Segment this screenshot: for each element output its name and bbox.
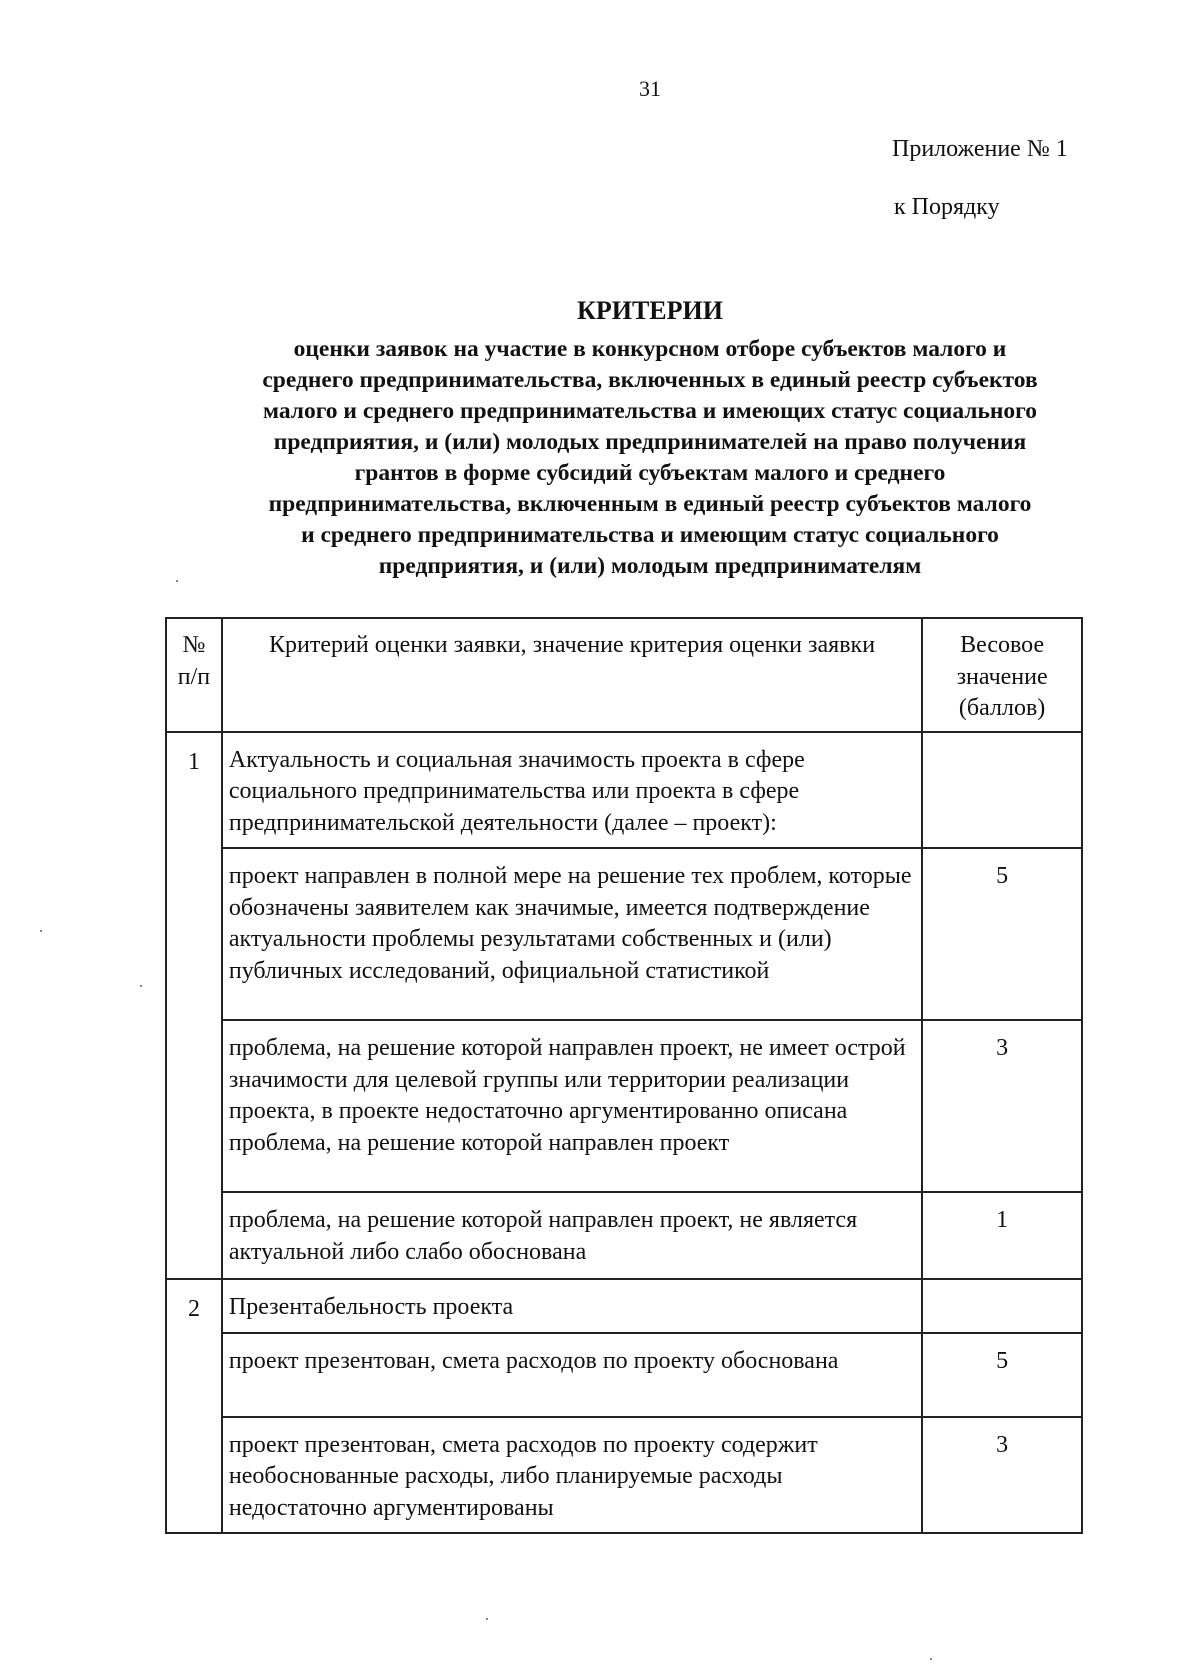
scan-speck	[930, 1658, 932, 1660]
header-weight: Весовое значение (баллов)	[922, 618, 1082, 732]
row-number: 1	[166, 732, 222, 849]
row-number: 2	[166, 1279, 222, 1333]
criterion-text: проект направлен в полной мере на решение тех проблем, которые обозначены заявителем как значимые, имеется подтверждение актуальности проблемы результатами собственных и (или) публичных исследований, официальной статистикой	[222, 848, 922, 1020]
weight-value: 5	[922, 848, 1082, 1020]
row-number-empty	[166, 1333, 222, 1417]
criterion-text: проблема, на решение которой направлен проект, не является актуальной либо слабо обоснована	[222, 1192, 922, 1279]
appendix-line-1: Приложение № 1	[892, 136, 1068, 162]
weight-value: 5	[922, 1333, 1082, 1417]
table-row	[166, 1020, 1082, 1192]
header-criterion: Критерий оценки заявки, значение критерия оценки заявки	[222, 618, 922, 732]
appendix-reference	[892, 120, 1068, 236]
scan-speck	[140, 985, 142, 987]
weight-value: 3	[922, 1020, 1082, 1192]
appendix-line-2: к Порядку	[894, 194, 1000, 220]
page-number: 31	[639, 76, 661, 101]
subtitle-line: малого и среднего предпринимательства и имеющих статус социального	[262, 398, 1038, 424]
weight-cell	[922, 1279, 1082, 1333]
subtitle-line: грантов в форме субсидий субъектам малого и среднего	[354, 460, 946, 486]
subtitle-line: предприятия, и (или) молодым предпринимателям	[378, 553, 922, 579]
document-title: КРИТЕРИИ	[577, 296, 723, 325]
table-row	[166, 732, 1082, 849]
row-number-empty	[166, 848, 222, 1020]
document-subtitle	[170, 334, 1130, 582]
row-number-empty	[166, 1020, 222, 1192]
subtitle-line: оценки заявок на участие в конкурсном отборе субъектов малого и	[293, 336, 1007, 362]
table-row	[166, 1333, 1082, 1417]
header-num: № п/п	[166, 618, 222, 732]
criterion-text: проблема, на решение которой направлен проект, не имеет острой значимости для целевой группы или территории реализации проекта, в проекте недостаточно аргументированно описана проблема, на решение которой направлен проект	[222, 1020, 922, 1192]
subtitle-line: и среднего предпринимательства и имеющим статус социального	[301, 522, 999, 548]
scan-speck	[486, 1618, 488, 1620]
scan-speck	[40, 930, 42, 932]
subtitle-line: предпринимательства, включенным в единый реестр субъектов малого	[268, 491, 1032, 517]
table-row	[166, 1417, 1082, 1534]
subtitle-line: предприятия, и (или) молодых предпринимателей на право получения	[273, 429, 1027, 455]
criteria-table	[165, 617, 1083, 1534]
subtitle-line: среднего предпринимательства, включенных в единый реестр субъектов	[262, 367, 1038, 393]
weight-cell	[922, 732, 1082, 849]
criterion-text: проект презентован, смета расходов по проекту обоснована	[222, 1333, 922, 1417]
criterion-text: проект презентован, смета расходов по проекту содержит необоснованные расходы, либо планируемые расходы недостаточно аргументированы	[222, 1417, 922, 1534]
section-title: Презентабельность проекта	[222, 1279, 922, 1333]
table-row	[166, 1279, 1082, 1333]
table-row	[166, 848, 1082, 1020]
weight-value: 1	[922, 1192, 1082, 1279]
scan-speck	[176, 580, 178, 582]
weight-value: 3	[922, 1417, 1082, 1534]
table-row	[166, 1192, 1082, 1279]
row-number-empty	[166, 1417, 222, 1534]
row-number-empty	[166, 1192, 222, 1279]
section-title: Актуальность и социальная значимость проекта в сфере социального предпринимательства или проекта в сфере предпринимательской деятельности (далее – проект):	[222, 732, 922, 849]
table-header-row	[166, 618, 1082, 732]
